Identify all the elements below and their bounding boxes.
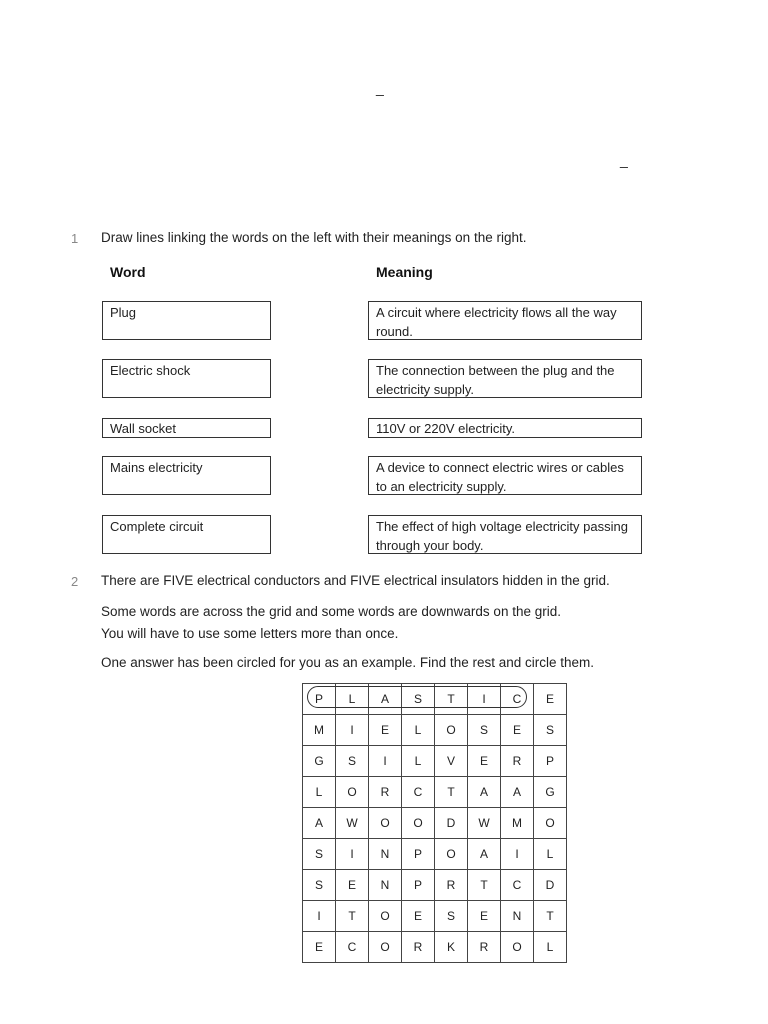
grid-cell[interactable]: E [468,746,501,777]
grid-cell[interactable]: M [501,808,534,839]
grid-cell[interactable]: O [336,777,369,808]
grid-row [303,901,567,932]
grid-cell[interactable]: I [336,715,369,746]
meaning-box-wall-socket: The connection between the plug and the electricity supply. [368,359,642,398]
grid-cell[interactable]: T [468,870,501,901]
grid-cell[interactable]: L [534,839,567,870]
grid-cell[interactable]: C [336,932,369,963]
question-2-line-2: Some words are across the grid and some words are downwards on the grid. [101,604,561,619]
grid-cell[interactable]: E [303,932,336,963]
grid-cell[interactable]: M [303,715,336,746]
grid-cell[interactable]: I [369,746,402,777]
question-2-number: 2 [71,574,79,589]
grid-row [303,684,567,715]
word-search-grid [302,683,567,963]
question-2-line-1: There are FIVE electrical conductors and FIVE electrical insulators hidden in the grid. [101,573,610,588]
word-column-heading: Word [110,264,146,280]
grid-cell[interactable]: O [369,901,402,932]
grid-cell[interactable]: P [402,870,435,901]
grid-row [303,746,567,777]
word-box-wall-socket: Wall socket [102,418,271,438]
grid-cell[interactable]: S [435,901,468,932]
grid-cell[interactable]: L [534,932,567,963]
grid-cell[interactable]: P [303,684,336,715]
word-box-plug: Plug [102,301,271,340]
grid-cell[interactable]: S [303,870,336,901]
grid-cell[interactable]: O [501,932,534,963]
grid-cell[interactable]: S [336,746,369,777]
grid-row [303,715,567,746]
grid-cell[interactable]: I [303,901,336,932]
grid-cell[interactable]: L [336,684,369,715]
grid-cell[interactable]: O [369,932,402,963]
word-box-electric-shock: Electric shock [102,359,271,398]
grid-cell[interactable]: N [369,870,402,901]
meaning-box-complete-circuit: A circuit where electricity flows all the way round. [368,301,642,340]
meaning-box-plug: A device to connect electric wires or cables to an electricity supply. [368,456,642,495]
grid-row [303,777,567,808]
word-box-complete-circuit: Complete circuit [102,515,271,554]
grid-cell[interactable]: R [435,870,468,901]
grid-cell[interactable]: O [369,808,402,839]
grid-cell[interactable]: R [501,746,534,777]
meaning-column-heading: Meaning [376,264,433,280]
grid-cell[interactable]: C [501,870,534,901]
grid-cell[interactable]: K [435,932,468,963]
grid-cell[interactable]: A [303,808,336,839]
grid-row [303,870,567,901]
grid-cell[interactable]: D [534,870,567,901]
grid-cell[interactable]: O [402,808,435,839]
grid-cell[interactable]: T [435,684,468,715]
grid-cell[interactable]: E [336,870,369,901]
grid-cell[interactable]: E [402,901,435,932]
question-2-line-4: One answer has been circled for you as an example. Find the rest and circle them. [101,655,595,670]
grid-cell[interactable]: R [468,932,501,963]
grid-cell[interactable]: V [435,746,468,777]
grid-row [303,839,567,870]
grid-cell[interactable]: O [435,715,468,746]
question-2-line-3: You will have to use some letters more than once. [101,626,399,641]
grid-cell[interactable]: P [402,839,435,870]
grid-cell[interactable]: O [435,839,468,870]
question-1-instruction: Draw lines linking the words on the left with their meanings on the right. [101,230,527,245]
grid-cell[interactable]: T [336,901,369,932]
grid-cell[interactable]: T [435,777,468,808]
grid-cell[interactable]: I [336,839,369,870]
grid-cell[interactable]: N [369,839,402,870]
meaning-box-mains: 110V or 220V electricity. [368,418,642,438]
grid-cell[interactable]: W [336,808,369,839]
grid-cell[interactable]: C [402,777,435,808]
grid-cell[interactable]: P [534,746,567,777]
grid-cell[interactable]: O [534,808,567,839]
grid-cell[interactable]: S [402,684,435,715]
meaning-box-electric-shock: The effect of high voltage electricity passing through your body. [368,515,642,554]
grid-cell[interactable]: R [369,777,402,808]
grid-cell[interactable]: G [534,777,567,808]
word-box-mains-electricity: Mains electricity [102,456,271,495]
grid-cell[interactable]: A [369,684,402,715]
grid-cell[interactable]: N [501,901,534,932]
header-mark-2: _ [620,152,628,168]
grid-cell[interactable]: A [468,839,501,870]
grid-row [303,808,567,839]
grid-cell[interactable]: S [468,715,501,746]
grid-cell[interactable]: D [435,808,468,839]
grid-cell[interactable]: T [534,901,567,932]
grid-cell[interactable]: A [501,777,534,808]
grid-cell[interactable]: L [303,777,336,808]
grid-cell[interactable]: S [534,715,567,746]
grid-cell[interactable]: E [369,715,402,746]
grid-cell[interactable]: E [534,684,567,715]
grid-cell[interactable]: L [402,715,435,746]
grid-cell[interactable]: W [468,808,501,839]
grid-cell[interactable]: E [501,715,534,746]
grid-cell[interactable]: I [501,839,534,870]
grid-cell[interactable]: C [501,684,534,715]
grid-cell[interactable]: R [402,932,435,963]
grid-cell[interactable]: A [468,777,501,808]
grid-cell[interactable]: S [303,839,336,870]
question-1-number: 1 [71,231,79,246]
grid-cell[interactable]: G [303,746,336,777]
grid-cell[interactable]: L [402,746,435,777]
header-mark-1: _ [376,80,384,96]
grid-row [303,932,567,963]
grid-cell[interactable]: I [468,684,501,715]
grid-cell[interactable]: E [468,901,501,932]
